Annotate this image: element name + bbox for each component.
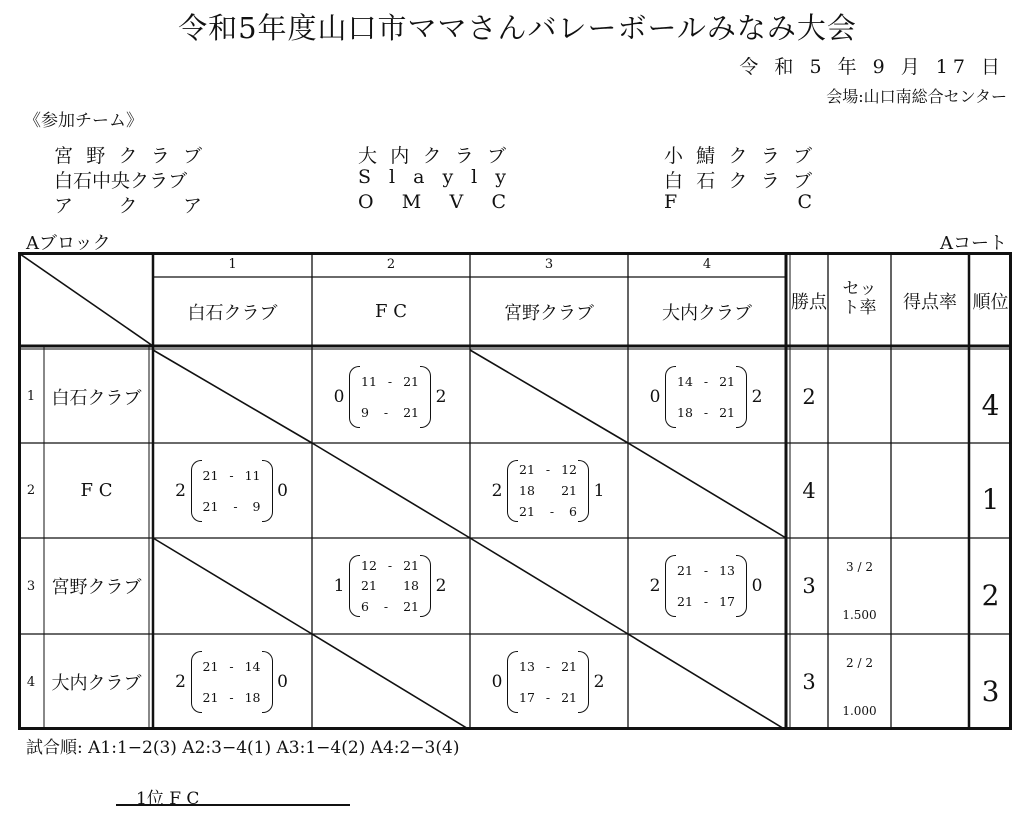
set-score: 21 - 12 [519,462,577,478]
set-score: 21 - 9 [202,498,261,514]
set-scores [507,460,589,522]
set-score: 14 - 21 [677,373,735,389]
page-title: 令和5年度山口市ママさんバレーボールみなみ大会 [178,11,857,45]
sets-lost: 2 [593,672,605,692]
event-date: 令 和 5 年 9 月 17 日 [739,56,1005,78]
points-value: 2 [802,384,816,409]
team-name: S l a y l y [358,166,508,188]
set-score: 21 - 6 [519,503,577,519]
team-name: 大 内 ク ラ ブ [358,145,508,167]
sets-lost: 1 [593,480,605,501]
row-number: 2 [26,483,36,498]
cell-diagonal [628,443,786,538]
column-number: 3 [544,257,554,272]
sets-won: 2 [175,672,186,692]
set-scores [665,366,747,428]
match-result [487,651,609,713]
match-result [645,555,767,617]
team-name: 白 石 ク ラ ブ [664,170,814,192]
cell-diagonal [470,538,628,634]
cell-diagonal [470,350,628,443]
set-scores [507,651,589,713]
sets-won: 2 [175,480,186,501]
set-scores [191,460,273,522]
rank-value: 4 [981,389,1000,422]
set-rate-header: セッ ト率 [842,279,877,318]
sets-lost: 0 [277,672,288,692]
rank-value: 1 [981,483,1000,516]
team-name: 白 石 中 央 ク ラ ブ [54,170,188,192]
cell-diagonal [153,350,312,443]
set-score: 17 - 21 [519,690,577,705]
team-name: F C [664,191,814,213]
set-score: 11 - 21 [361,373,419,389]
sets-won: 1 [333,576,345,596]
sets-won: 0 [649,386,661,407]
column-team-name: F C [375,301,407,322]
set-ratio: 2 / 2 [846,656,873,670]
block-label: Aブロック [26,233,111,254]
team-name: O M V C [358,191,508,213]
column-team-name: 大内クラブ [662,302,752,324]
set-ratio: 3 / 2 [846,560,873,574]
row-team-name: 宮野クラブ [51,577,142,598]
row-team-name: 大内クラブ [51,673,142,694]
venue: 会場:山口南総合センター [826,87,1007,106]
match-result [645,366,767,428]
sets-lost: 0 [751,576,763,596]
corner-diagonal [20,254,153,346]
sets-won: 2 [491,480,503,501]
set-scores [349,555,431,617]
sets-won: 0 [333,386,345,407]
set-score: 18 21 [519,482,577,498]
sets-won: 2 [649,576,661,596]
sets-lost: 0 [277,480,288,501]
set-score: 9 - 21 [361,404,419,420]
set-score: 21 - 18 [202,690,261,705]
points-header: 勝点 [791,292,827,313]
rank-header: 順位 [972,292,1009,313]
set-score: 18 - 21 [677,404,735,420]
match-result [171,651,293,713]
column-number: 4 [702,257,712,272]
teams-header: 《参加チーム》 [24,111,143,131]
rank-value: 3 [981,674,1000,708]
match-result [171,460,293,522]
row-team-name: 白石クラブ [51,387,142,409]
set-score: 6 - 21 [361,599,419,615]
cell-diagonal [153,538,312,634]
set-scores [191,651,273,713]
points-value: 4 [802,478,816,503]
winner-underline [116,804,350,806]
set-score: 21 - 14 [202,659,261,674]
match-result [487,460,609,522]
winner: 1位 F C [136,789,200,809]
team-name: 小 鯖 ク ラ ブ [664,145,814,167]
sets-won: 0 [491,672,503,692]
sets-lost: 2 [751,386,763,407]
column-team-name: 宮野クラブ [504,302,594,324]
match-order: 試合順: A1:1−2(3) A2:3−4(1) A3:1−4(2) A4:2−3(4) [26,738,460,758]
row-number: 1 [26,389,36,404]
match-result [329,366,451,428]
set-score: 21 18 [361,578,419,594]
team-name: ア ク ア [54,195,204,217]
point-rate-header: 得点率 [903,292,957,313]
team-name: 宮 野 ク ラ ブ [54,145,204,167]
cell-diagonal [312,634,470,730]
rank-value: 2 [981,578,1000,612]
court-label: Aコート [940,233,1007,254]
column-number: 1 [228,257,237,272]
cell-diagonal [628,634,786,730]
match-result [329,555,451,617]
column-team-name: 白石クラブ [187,302,278,324]
set-score: 12 - 21 [361,557,419,573]
column-number: 2 [386,257,396,272]
set-rate-value: 1.500 [842,608,877,622]
cell-diagonal [312,443,470,538]
set-scores [349,366,431,428]
points-value: 3 [802,574,816,598]
row-number: 3 [26,578,36,594]
set-scores [665,555,747,617]
row-number: 4 [26,674,36,690]
league-table [18,252,1012,730]
points-value: 3 [802,670,816,694]
set-rate-value: 1.000 [842,704,877,718]
sets-lost: 2 [435,386,447,407]
sets-lost: 2 [435,576,447,596]
row-team-name: F C [80,480,113,501]
set-score: 21 - 17 [677,594,735,609]
set-score: 21 - 11 [202,467,261,483]
set-score: 13 - 21 [519,659,577,674]
set-score: 21 - 13 [677,563,735,578]
